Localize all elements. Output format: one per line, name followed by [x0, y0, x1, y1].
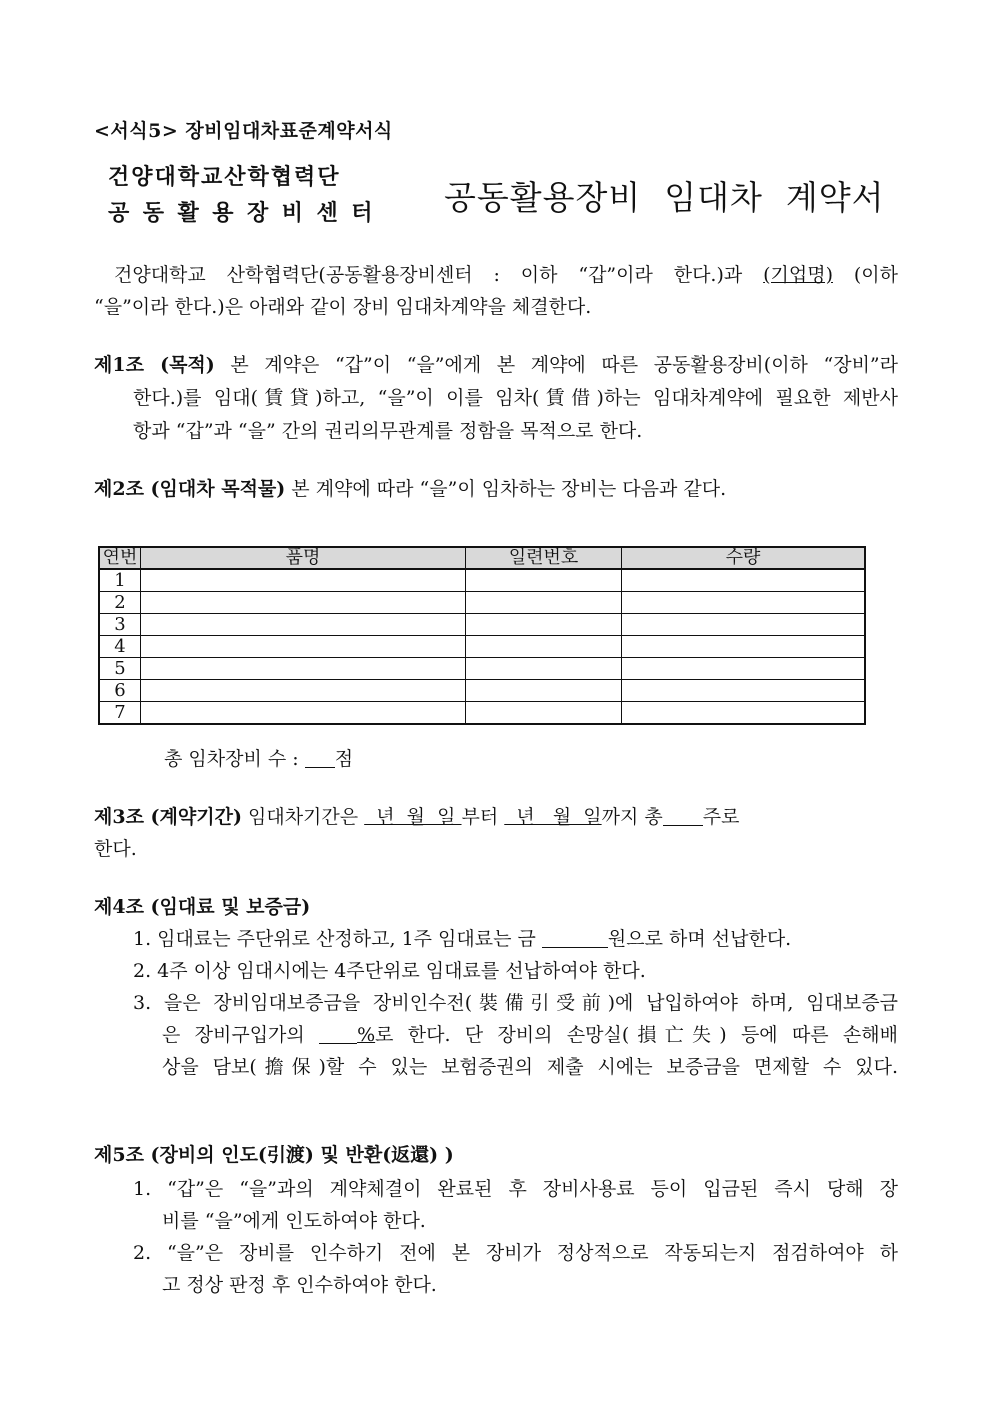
table-row	[99, 680, 865, 702]
col-header-no: 연번	[99, 547, 141, 569]
percent-sign: %	[357, 1024, 376, 1046]
intro-line1	[94, 262, 898, 288]
row-no: 5	[99, 658, 141, 680]
col-header-qty: 수량	[622, 547, 866, 569]
article3-weeks: 주로	[702, 806, 740, 828]
article4-item2: 2. 4주 이상 임대시에는 4주단위로 임대료를 선납하여야 한다.	[133, 960, 646, 982]
row-name[interactable]	[141, 658, 466, 680]
row-name[interactable]	[141, 614, 466, 636]
total-equipment-count	[164, 746, 564, 772]
row-name[interactable]	[141, 702, 466, 725]
weekly-fee-blank[interactable]	[542, 927, 608, 948]
article3-total: 까지 총	[601, 806, 663, 828]
article2-heading: 제2조 (임대차 목적물)	[94, 478, 286, 500]
article3-from: 부터	[461, 806, 505, 828]
row-qty[interactable]	[622, 569, 866, 592]
row-no: 6	[99, 680, 141, 702]
row-qty[interactable]	[622, 658, 866, 680]
article4-item1-text: 1. 임대료는 주단위로 산정하고, 1주 임대료는 금	[133, 928, 542, 950]
article4-heading: 제4조 (임대료 및 보증금)	[94, 896, 311, 918]
table-row	[99, 636, 865, 658]
article1-heading: 제1조 (목적)	[94, 354, 215, 376]
article5-heading: 제5조 (장비의 인도(引渡) 및 반환(返還) )	[94, 1144, 454, 1166]
table-row	[99, 702, 865, 725]
row-qty[interactable]	[622, 614, 866, 636]
article1-text: 본 계약은 “갑”이 “을”에게 본 계약에 따른 공동활용장비(이하 “장비”라	[214, 354, 898, 376]
article4-item3-end: 로 한다. 단 장비의 손망실(損亡失) 등에 따른 손해배	[375, 1024, 898, 1046]
row-serial[interactable]	[466, 658, 622, 680]
row-serial[interactable]	[466, 614, 622, 636]
row-serial[interactable]	[466, 636, 622, 658]
article4-item3-line3: 상을 담보(擔保)할 수 있는 보험증권의 제출 시에는 보증금을 면제할 수 있다.	[162, 1056, 898, 1078]
row-no: 4	[99, 636, 141, 658]
row-qty[interactable]	[622, 592, 866, 614]
row-qty[interactable]	[622, 680, 866, 702]
table-row	[99, 614, 865, 636]
article1-line3: 항과 “갑”과 “을” 간의 권리의무관계를 정함을 목적으로 한다.	[133, 420, 643, 442]
table-row	[99, 592, 865, 614]
row-serial[interactable]	[466, 680, 622, 702]
article3-text: 임대차기간은	[241, 806, 365, 828]
row-serial[interactable]	[466, 592, 622, 614]
row-no: 3	[99, 614, 141, 636]
article1-line2: 한다.)를 임대(賃貸)하고, “을”이 이를 임차(賃借)하는 임대차계약에 필요한 제반사	[133, 387, 898, 409]
start-date-blank[interactable]: 년 월 일	[364, 806, 462, 828]
article4-item1-end: 원으로 하며 선납한다.	[607, 928, 792, 950]
intro-line2: “을”이라 한다.)은 아래와 같이 장비 임대차계약을 체결한다.	[94, 296, 592, 318]
article4-item3-line1: 3. 을은 장비임대보증금을 장비인수전(裝備引受前)에 납입하여야 하며, 임대보증금	[133, 992, 898, 1014]
form-label: <서식5> 장비임대차표준계약서식	[94, 120, 393, 142]
org-name-line1: 건양대학교산학협력단	[108, 164, 341, 190]
article2-text: 본 계약에 따라 “을”이 임차하는 장비는 다음과 같다.	[285, 478, 727, 500]
weeks-blank[interactable]	[663, 805, 703, 826]
end-date-blank[interactable]: 년 월 일	[504, 806, 602, 828]
row-no: 7	[99, 702, 141, 725]
row-name[interactable]	[141, 636, 466, 658]
row-serial[interactable]	[466, 569, 622, 592]
intro-text: 건양대학교 산학협력단(공동활용장비센터 : 이하 “갑”이라 한다.)과	[114, 264, 764, 286]
article4-item3-line2	[162, 1022, 898, 1048]
total-label: 총 임차장비 수 :	[164, 748, 305, 770]
article4-item3-text: 은 장비구입가의	[162, 1024, 320, 1046]
article5-item2-line1: 2. “을”은 장비를 인수하기 전에 본 장비가 정상적으로 작동되는지 점검하여야 하	[133, 1242, 898, 1264]
total-unit: 점	[334, 748, 354, 770]
article2-line	[94, 476, 898, 502]
table-row	[99, 658, 865, 680]
col-header-name: 품명	[141, 547, 466, 569]
intro-text-end: (이하	[833, 264, 898, 286]
deposit-percent-blank[interactable]	[319, 1023, 357, 1044]
row-name[interactable]	[141, 592, 466, 614]
row-name[interactable]	[141, 680, 466, 702]
article5-item1-line2: 비를 “을”에게 인도하여야 한다.	[162, 1210, 426, 1232]
equipment-table	[98, 546, 866, 725]
table-row	[99, 569, 865, 592]
row-no: 2	[99, 592, 141, 614]
article3-line1	[94, 804, 898, 830]
col-header-serial: 일련번호	[466, 547, 622, 569]
company-name: (기업명)	[763, 264, 833, 286]
row-qty[interactable]	[622, 702, 866, 725]
table-header-row	[99, 547, 865, 569]
org-name-line2: 공동활용장비센터	[108, 200, 387, 226]
article3-line2: 한다.	[94, 838, 137, 860]
article4-item1	[133, 926, 898, 952]
article1-line1	[94, 352, 898, 378]
document-title: 공동활용장비 임대차 계약서	[444, 178, 885, 217]
article5-item2-line2: 고 정상 판정 후 인수하여야 한다.	[162, 1274, 437, 1296]
article3-heading: 제3조 (계약기간)	[94, 806, 242, 828]
row-qty[interactable]	[622, 636, 866, 658]
row-serial[interactable]	[466, 702, 622, 725]
article5-item1-line1: 1. “갑”은 “을”과의 계약체결이 완료된 후 장비사용료 등이 입금된 즉시 당해 장	[133, 1178, 898, 1200]
row-no: 1	[99, 569, 141, 592]
total-count-blank[interactable]	[305, 747, 335, 768]
row-name[interactable]	[141, 569, 466, 592]
